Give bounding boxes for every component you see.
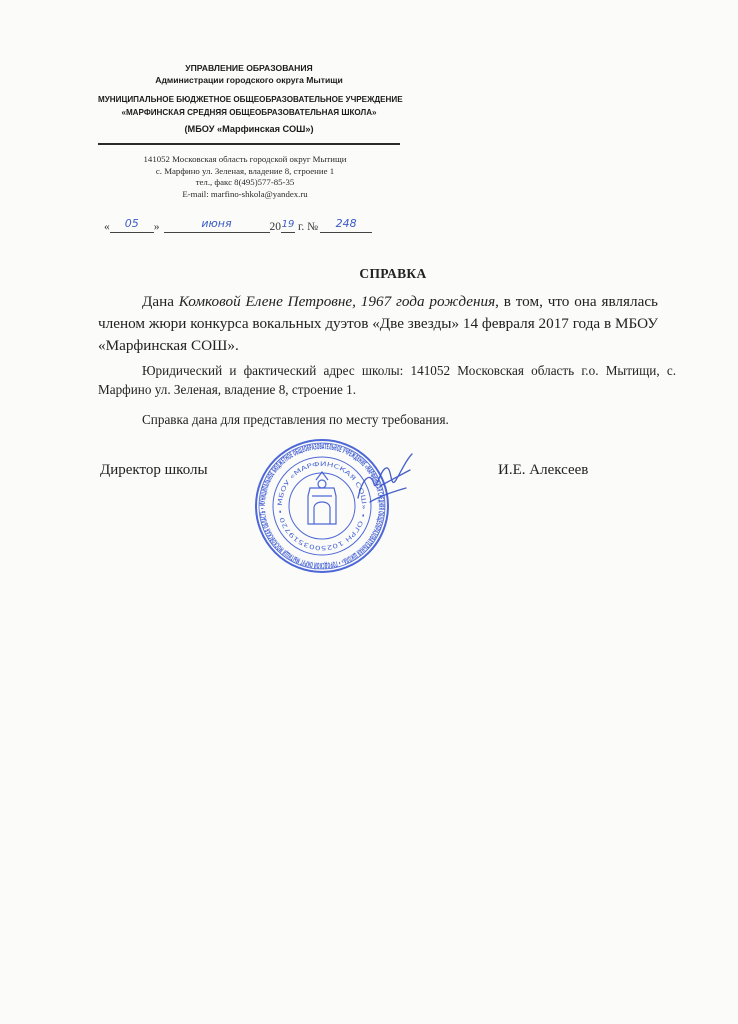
body-paragraph-2: Юридический и фактический адрес школы: 141052 Московская область г.о. Мытищи, с. Марфино ул. Зеленая, владение 8, строение 1. <box>98 363 676 397</box>
reg-day: 05 <box>124 217 139 230</box>
address-line-2: с. Марфино ул. Зеленая, владение 8, строение 1 <box>155 165 335 176</box>
reg-month: июня <box>201 217 232 230</box>
stamp-outer-text: МУНИЦИПАЛЬНОЕ БЮДЖЕТНОЕ ОБЩЕОБРАЗОВАТЕЛЬНОЕ УЧРЕЖДЕНИЕ «МАРФИНСКАЯ СРЕДНЯЯ ОБЩЕОБРАЗОВАТЕЛЬНАЯ ШКОЛА» • ГОРОДСКОЙ ОКРУГ МЫТИЩИ МОСКОВСКАЯ ОБЛАСТЬ • <box>257 441 387 571</box>
signature-name: И.Е. Алексеев <box>498 462 589 478</box>
address-email: E-mail: marfino-shkola@yandex.ru <box>182 188 308 199</box>
reg-number: 248 <box>335 217 357 230</box>
address-block <box>100 154 390 200</box>
document-title: СПРАВКА <box>359 266 427 281</box>
letterhead-org-line1: МУНИЦИПАЛЬНОЕ БЮДЖЕТНОЕ ОБЩЕОБРАЗОВАТЕЛЬНОЕ УЧРЕЖДЕНИЕ <box>98 95 403 104</box>
body-paragraph-1 <box>98 291 658 357</box>
stamp-emblem-icon <box>308 472 336 524</box>
registration-line <box>104 218 372 233</box>
reg-close-quote: » <box>153 221 160 233</box>
address-line-1: 141052 Московская область городской округ Мытищи <box>143 154 347 164</box>
p1-rest: , в том, что она являлась членом жюри конкурса вокальных дуэтов «Две звезды» 14 февраля 2017 года в МБОУ «Марфинская СОШ». <box>98 293 658 354</box>
p1-start: Дана <box>142 293 179 310</box>
letterhead-org-line2: «МАРФИНСКАЯ СРЕДНЯЯ ОБЩЕОБРАЗОВАТЕЛЬНАЯ ШКОЛА» <box>121 108 377 117</box>
reg-year-label: г. № <box>298 221 319 233</box>
letterhead-dept: УПРАВЛЕНИЕ ОБРАЗОВАНИЯ <box>185 63 313 73</box>
stamp-inner-text: МБОУ «МАРФИНСКАЯ СОШ» • ОГРН 1025003519720 • <box>276 460 368 552</box>
body-paragraph-3: Справка дана для представления по месту требования. <box>142 412 449 427</box>
letterhead-admin: Администрации городского округа Мытищи <box>155 75 343 85</box>
reg-year-prefix: 20 <box>269 221 281 233</box>
round-stamp <box>252 436 392 576</box>
address-phone: тел., факс 8(495)577-85-35 <box>195 177 295 187</box>
letterhead-divider <box>98 143 400 145</box>
reg-open-quote: « <box>104 221 110 233</box>
letterhead-org-short: (МБОУ «Марфинская СОШ») <box>184 124 314 134</box>
reg-year-suffix: 19 <box>281 219 295 230</box>
signature-position: Директор школы <box>100 462 208 478</box>
p1-person-name: Комковой Елене Петровне, 1967 года рождения <box>178 293 496 310</box>
svg-text:МБОУ «МАРФИНСКАЯ СОШ» • ОГРН 1 <box>277 461 367 551</box>
